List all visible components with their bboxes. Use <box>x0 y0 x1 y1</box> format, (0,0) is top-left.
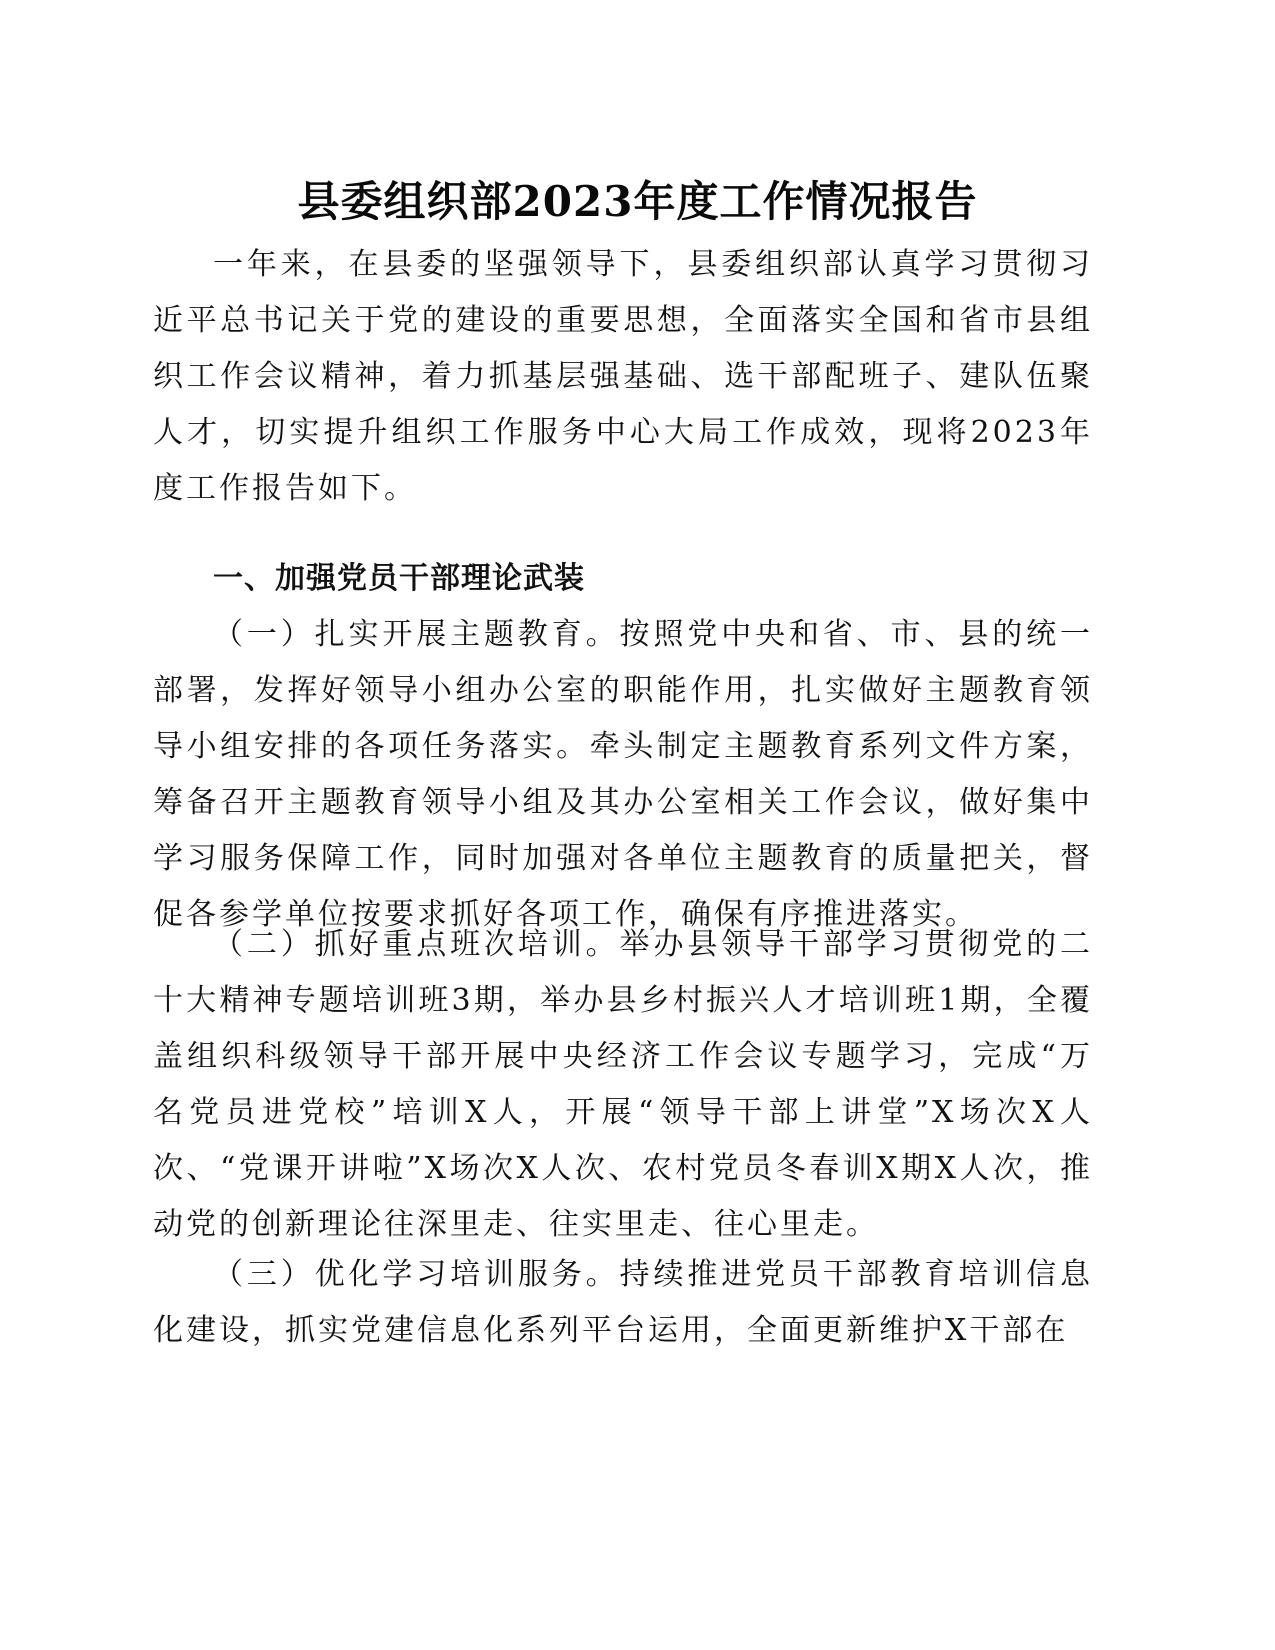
section-paragraph: （三）优化学习培训服务。持续推进党员干部教育培训信息化建设，抓实党建信息化系列平台运用，全面更新维护X干部在 <box>153 1257 1093 1348</box>
section-heading: 一、加强党员干部理论武装 <box>213 561 585 596</box>
section-paragraph: （一）扎实开展主题教育。按照党中央和省、市、县的统一部署，发挥好领导小组办公室的职能作用，扎实做好主题教育领导小组安排的各项任务落实。牵头制定主题教育系列文件方案，筹备召开主题教育领导小组及其办公室相关工作会议，做好集中学习服务保障工作，同时加强对各单位主题教育的质量把关，督促各参学单位按要求抓好各项工作，确保有序推进落实。 <box>153 617 1093 932</box>
document-title: 县委组织部2023年度工作情况报告 <box>297 177 978 226</box>
intro-paragraph: 一年来，在县委的坚强领导下，县委组织部认真学习贯彻习近平总书记关于党的建设的重要思想，全面落实全国和省市县组织工作会议精神，着力抓基层强基础、选干部配班子、建队伍聚人才，切实提升组织工作服务中心大局工作成效，现将2023年度工作报告如下。 <box>153 247 1093 506</box>
section-paragraph: （二）抓好重点班次培训。举办县领导干部学习贯彻党的二十大精神专题培训班3期，举办县乡村振兴人才培训班1期，全覆盖组织科级领导干部开展中央经济工作会议专题学习，完成“万名党员进党校”培训X人，开展“领导干部上讲堂”X场次X人次、“党课开讲啦”X场次X人次、农村党员冬春训X期X人次，推动党的创新理论往深里走、往实里走、往心里走。 <box>153 927 1093 1242</box>
